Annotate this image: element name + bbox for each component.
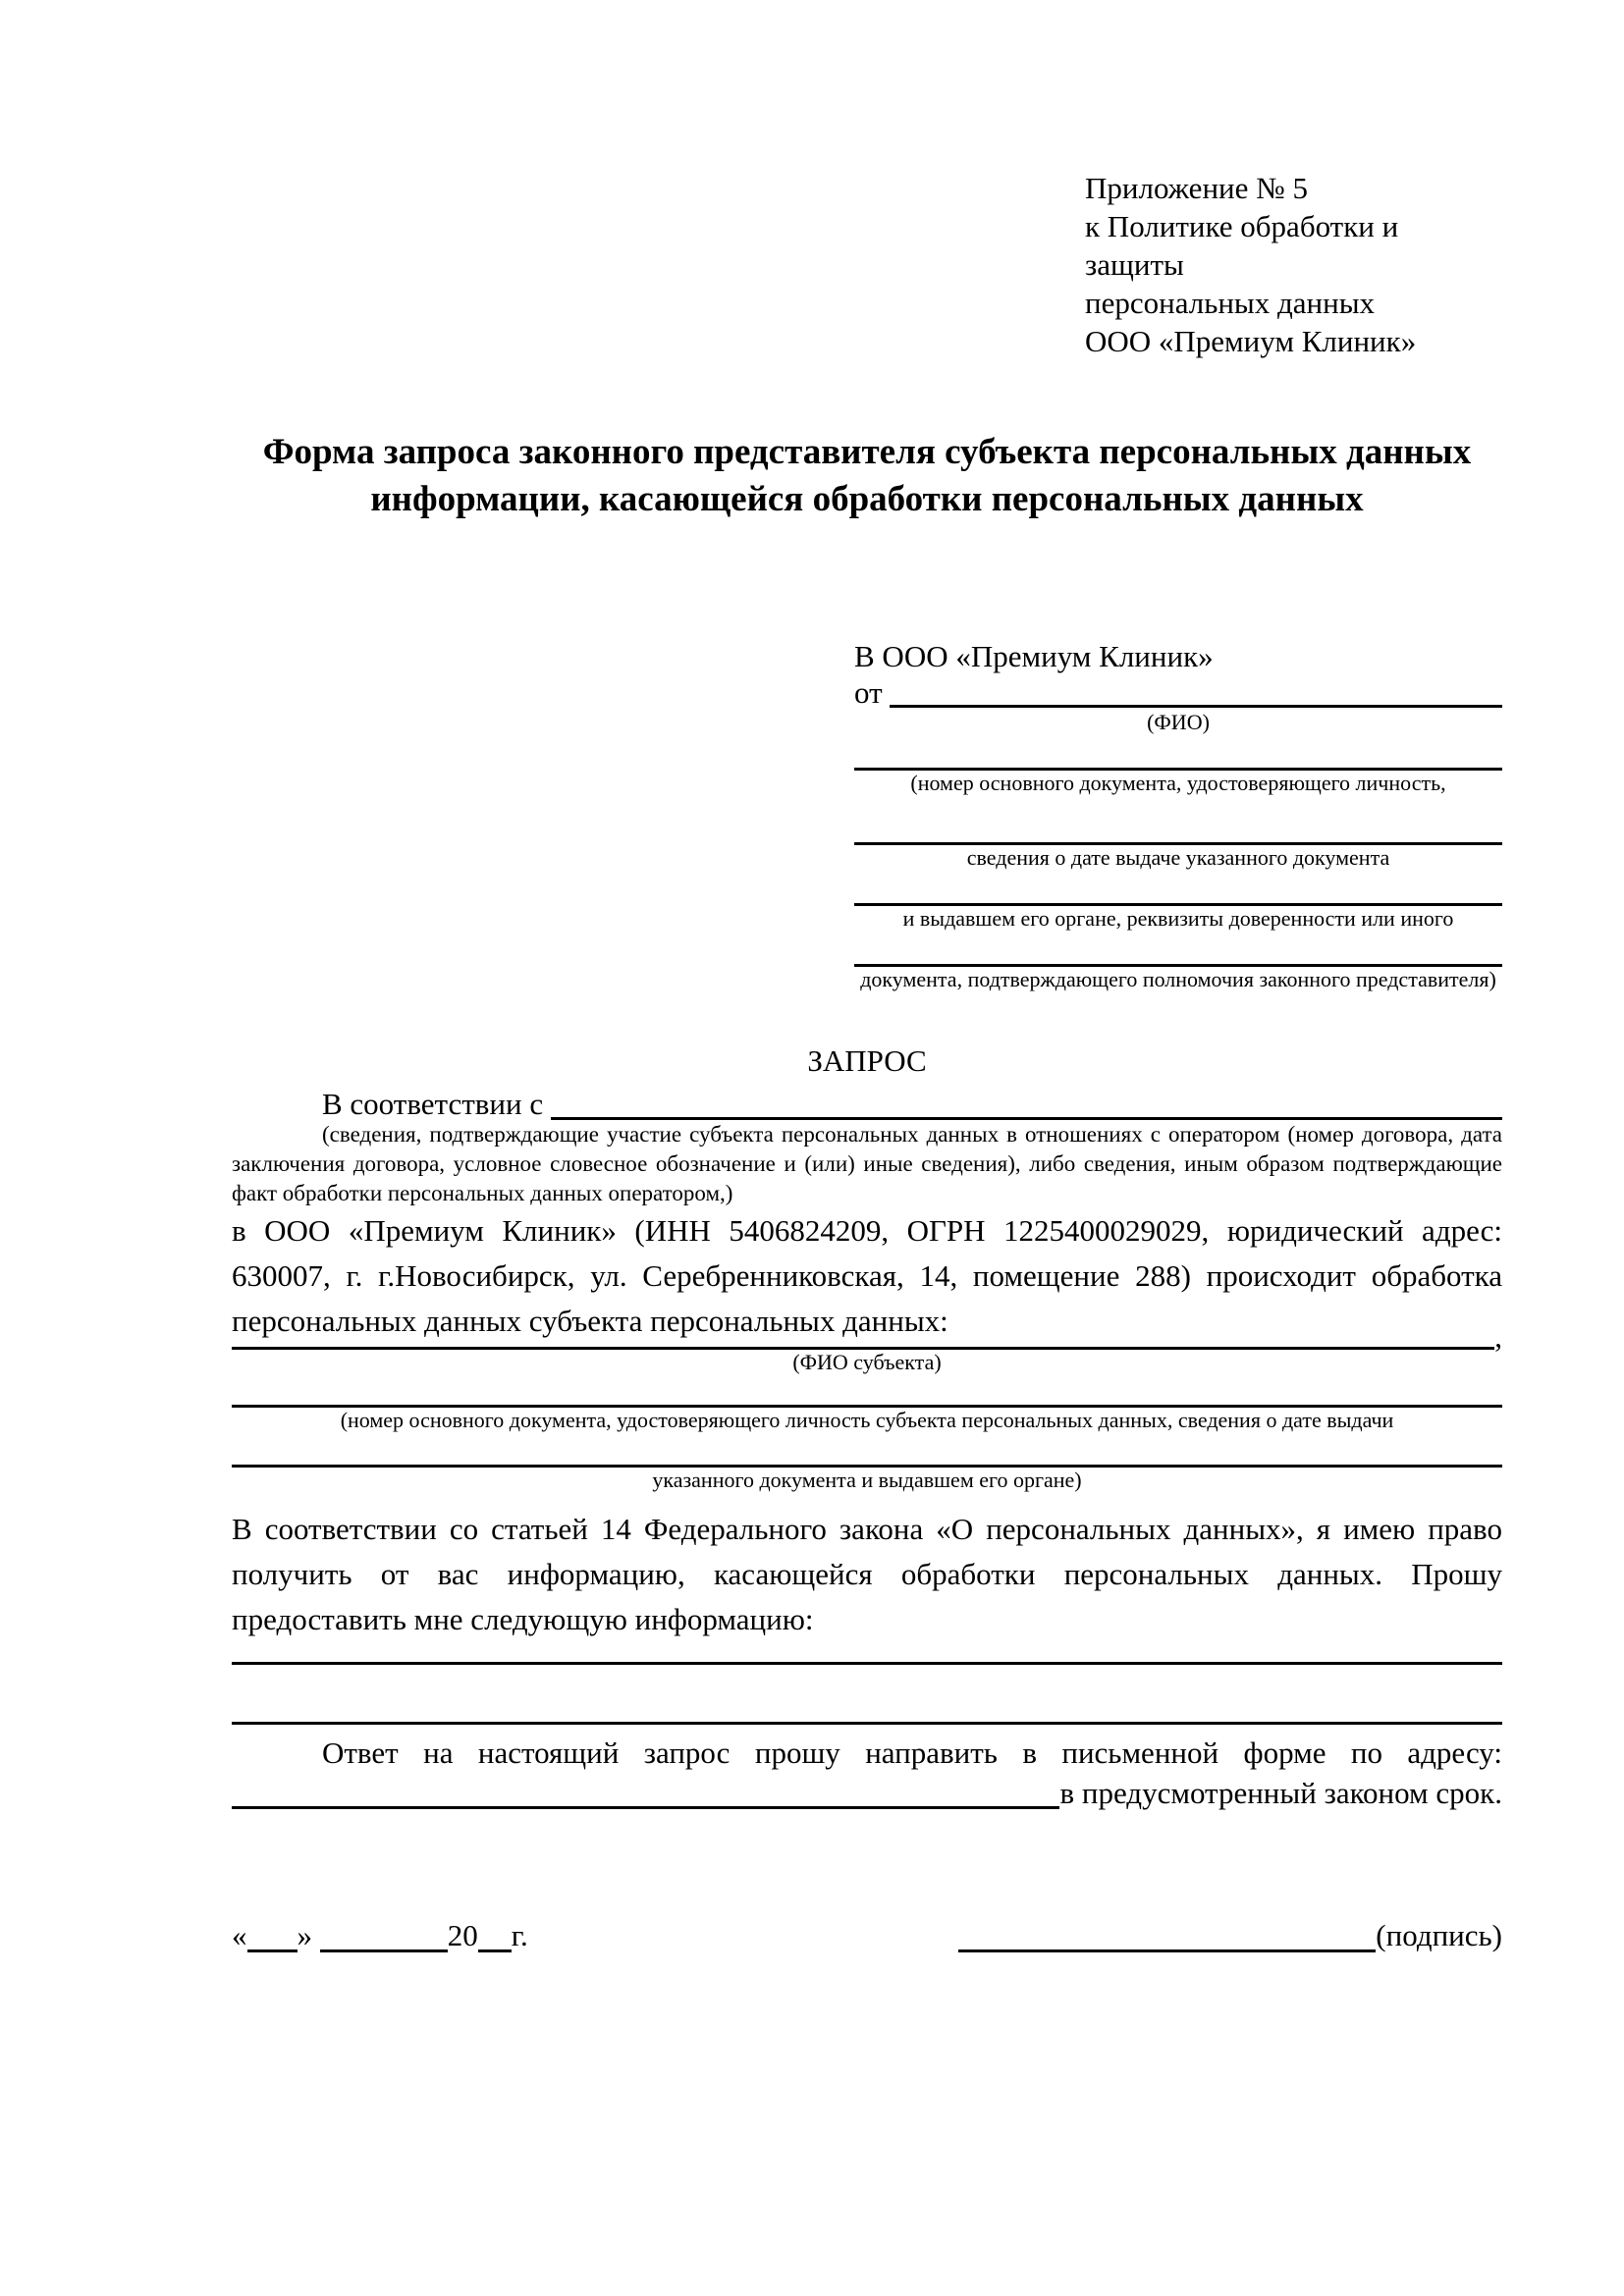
- subject-fio-caption: (ФИО субъекта): [792, 1350, 942, 1374]
- fill-in-line: [232, 1375, 1502, 1408]
- signature-caption: (подпись): [1376, 1918, 1502, 1952]
- doc-caption: сведения о дате выдаче указанного документа: [966, 845, 1390, 870]
- fill-in-line: [854, 796, 1502, 845]
- operator-paragraph: в ООО «Премиум Клиник» (ИНН 5406824209, ОГРН 1225400029029, юридический адрес: 630007, г. г.Новосибирск, ул. Серебренниковская, 14, помещение 288) происходит обработка персональных данных субъекта персональных данных:: [232, 1213, 1502, 1338]
- date-year-suffix: г.: [511, 1918, 528, 1952]
- fill-in-line: [232, 1665, 1502, 1725]
- fio-fill-in-line: [890, 673, 1502, 708]
- fill-in-line: [854, 932, 1502, 967]
- address-fill-in-line: [232, 1773, 1059, 1809]
- date-signature-row: [232, 1919, 1502, 1952]
- doc-caption: (номер основного документа, удостоверяющего личность,: [910, 771, 1446, 795]
- fill-in-line: [854, 871, 1502, 906]
- document-title-line: Форма запроса законного представителя субъекта персональных данных: [262, 432, 1472, 472]
- document-title: [232, 429, 1502, 523]
- fill-in-line: [551, 1084, 1502, 1120]
- fill-in-line: [232, 1642, 1502, 1665]
- intro-row: [232, 1087, 1502, 1120]
- fill-in-line: [232, 1433, 1502, 1468]
- appendix-note-line: ООО «Премиум Клиник»: [1085, 324, 1417, 358]
- date-quote-open: «: [232, 1918, 247, 1952]
- signature-line: [958, 1920, 1376, 1952]
- date-year-blank: [478, 1920, 512, 1952]
- fio-caption: (ФИО): [1147, 710, 1210, 734]
- from-row: [854, 676, 1502, 708]
- signature-group: [958, 1919, 1502, 1952]
- reply-paragraph: Ответ на настоящий запрос прошу направить в письменной форме по адресу:: [322, 1735, 1502, 1770]
- addressee-block: [854, 637, 1502, 992]
- address-row: [232, 1776, 1502, 1809]
- date-quote-close: »: [297, 1918, 320, 1952]
- appendix-note-line: персональных данных: [1085, 286, 1376, 320]
- date-group: [232, 1919, 528, 1952]
- appendix-note-line: Приложение № 5: [1085, 171, 1308, 205]
- document-title-line: информации, касающейся обработки персональных данных: [370, 479, 1364, 519]
- doc-caption: документа, подтверждающего полномочия законного представителя): [860, 967, 1496, 991]
- date-year-prefix: 20: [447, 1918, 478, 1952]
- from-label: от: [854, 675, 891, 710]
- doc-caption: и выдавшем его органе, реквизиты доверенности или иного: [902, 906, 1454, 931]
- fine-print: (сведения, подтверждающие участие субъекта персональных данных в отношениях с оператором (номер договора, дата заключения договора, условное словесное обозначение и (или) иные сведения), либо сведения, иным образом подтверждающие факт обработки персональных данных оператором,): [232, 1122, 1502, 1205]
- date-day-blank: [247, 1920, 298, 1952]
- appendix-note: [1085, 169, 1502, 360]
- comma: ,: [1494, 1319, 1502, 1354]
- fill-in-line: [854, 735, 1502, 771]
- fill-in-line: [232, 1317, 1494, 1350]
- appendix-note-line: к Политике обработки и защиты: [1085, 209, 1399, 282]
- subject-doc-caption: указанного документа и выдавшем его органе): [652, 1468, 1082, 1492]
- reply-tail: в предусмотренный законом срок.: [1059, 1776, 1502, 1810]
- request-heading: ЗАПРОС: [807, 1043, 927, 1078]
- date-month-blank: [320, 1920, 448, 1952]
- subject-doc-caption: (номер основного документа, удостоверяющего личность субъекта персональных данных, сведения о дате выдачи: [340, 1408, 1394, 1432]
- subject-fio-row: [232, 1319, 1502, 1354]
- addressee-org: В ООО «Премиум Клиник»: [854, 639, 1214, 673]
- intro-label: В соответствии с: [322, 1087, 551, 1121]
- law-paragraph: В соответствии со статьей 14 Федерального закона «О персональных данных», я имею право получить от вас информацию, касающейся обработки персональных данных. Прошу предоставить мне следующую информацию:: [232, 1512, 1502, 1636]
